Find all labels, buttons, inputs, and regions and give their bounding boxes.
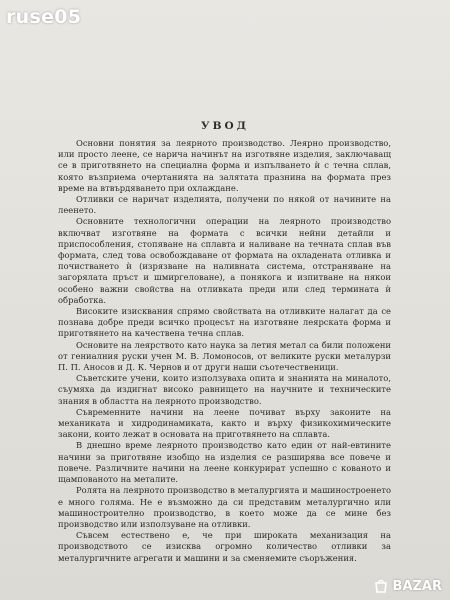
body-text [58,138,391,564]
site-watermark [373,578,442,594]
site-watermark-text: BAZAR [392,578,442,594]
page-title: УВОД [201,120,249,132]
seller-watermark: ruse05 [6,6,82,28]
paragraph: Ролята на леярното производство в металургията и машиностроенето е много голяма. Не е възможно да си представим металургично или машиностроително производство, в което може да се мине без производство или използуване на отливки. [58,485,391,529]
paragraph: Основните технологични операции на леярното производство включват изготвяне на формата с всички нейни детайли и приспособления, стопяване на сплавта и наливане на течната сплав във формата, след това освобождаване от формата на охладената отливка и почистването ѝ (изрязване на наливната система, отстраняване на загорялата пръст и шмиргеловане), а понякога и изпитване на някои особено важни свойства на отливката преди или след термината ѝ обработка. [58,216,391,305]
bazar-logo-icon [373,578,389,594]
paragraph: Съвсем естествено е, че при широката механизация на производството се изисква огромно количество отливки за металургичните агрегати и машини и за сменяемите съоръжения. [58,530,391,563]
paragraph: Съвременните начини на леене почиват върху законите на механиката и хидродинамиката, както и върху физикохимическите закони, които лежат в основата на приготвянето на сплавта. [58,406,391,440]
paragraph: Съветските учени, които използуваха опита и знанията на миналото, съумяха да издигнат високо равнището на научните и техническите знания в областта на леярното производство. [58,373,391,406]
paragraph: Високите изисквания спрямо свойствата на отливките налагат да се познава добре преди всичко процесът на изготвяне леярската форма и приготвянето на качествена течна сплав. [58,306,391,339]
paragraph: Основни понятия за леярното производство. Леярно производство, или просто леене, се нарича начинът на изготвяне изделия, заключаващ се в приготвянето на специална форма и изпълването ѝ с течна сплав, която възприема очертанията на залятата празнина на формата през време на втвърдяването при охлаждане. [58,138,391,193]
paragraph: Основите на леярството като наука за летия метал са били положени от гениалния руски учен М. В. Ломоносов, от великите руски металурзи П. П. Аносов и Д. К. Чернов и от други наши съотечественици. [58,339,391,373]
paragraph: Отливки се наричат изделията, получени по някой от начините на леенето. [58,194,391,216]
paragraph: В днешно време леярното производство като един от най-евтините начини за приготвяне изобщо на изделия се разширява все повече и повече. Различните начини на леене конкурират успешно с кованото и щампованото на металите. [58,440,391,485]
